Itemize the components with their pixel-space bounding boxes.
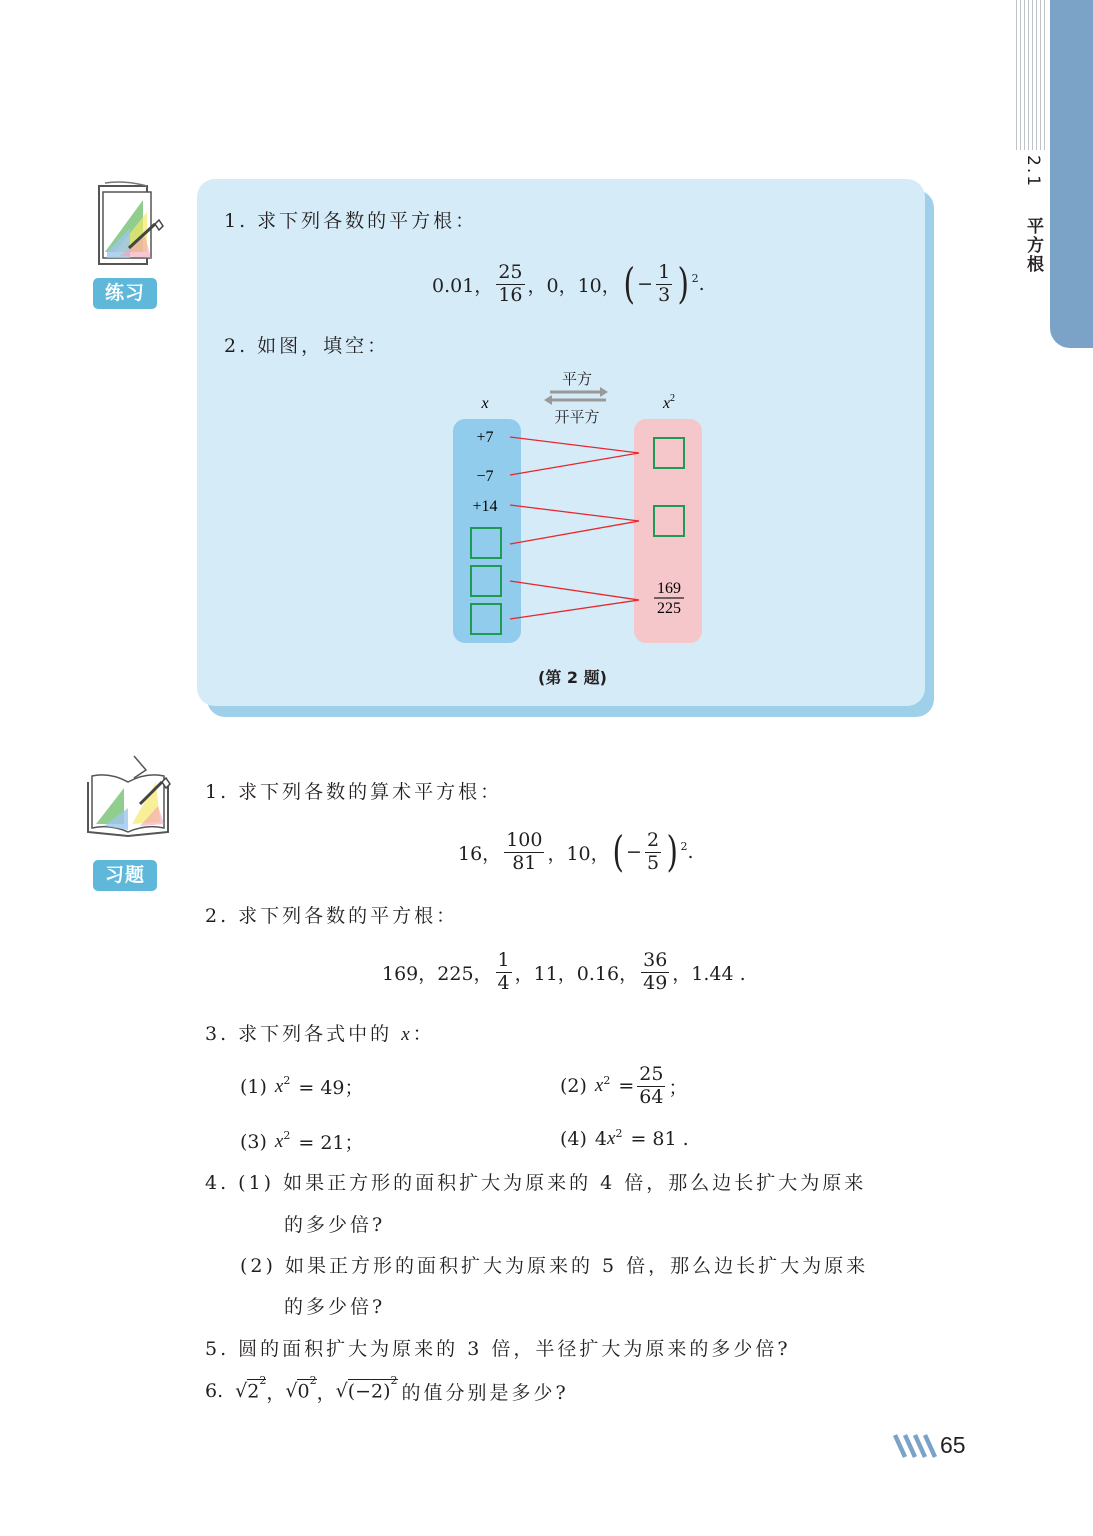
section-number: 2.1 <box>1023 155 1043 189</box>
exercise-q3-part2: (2) x 2 = $\frac{25}{64}$ ； <box>560 1062 688 1108</box>
square-root-diagram <box>440 360 720 660</box>
exercise-badge: 习题 <box>93 860 157 891</box>
practice-q1-prompt: 1. 求下列各数的平方根： <box>224 210 478 232</box>
right-fraction-denominator: 225 <box>657 600 681 617</box>
side-decoration-lines <box>1014 0 1050 150</box>
diagram-caption: (第 2 题) <box>538 668 607 687</box>
exercise-q4-line4: 的多少倍? <box>284 1296 386 1318</box>
fraction-2-5: $\frac{2}{5}$ <box>646 828 660 874</box>
fraction-100-81: $\frac{100}{81}$ <box>506 828 543 874</box>
fraction-25-16: $\frac{25}{16}$ <box>498 260 523 306</box>
exercise-q1-values: 16， $\frac{100}{81}$ ，10， ( − $\frac{2}{5}$ ) 2 . <box>458 827 694 876</box>
fraction-1-4: $\frac{1}{4}$ <box>497 948 510 994</box>
exercise-q4-line3: (2) 如果正方形的面积扩大为原来的 5 倍，那么边长扩大为原来 <box>240 1255 869 1277</box>
exponent: 2 <box>691 271 699 285</box>
page-number: 65 <box>940 1432 966 1458</box>
section-heading <box>1020 155 1046 274</box>
practice-icon <box>85 178 167 270</box>
exercise-icon <box>84 752 174 842</box>
exercise-q2-prompt: 2. 求下列各数的平方根： <box>205 905 459 927</box>
page-number-decoration <box>893 1433 939 1459</box>
right-fraction-numerator: 169 <box>657 580 681 597</box>
practice-q2-prompt: 2. 如图，填空： <box>224 335 390 357</box>
left-item-2: −7 <box>476 468 494 485</box>
fraction-1-3: $\frac{1}{3}$ <box>658 260 671 306</box>
left-column <box>453 419 521 643</box>
left-item-3: +14 <box>472 498 498 515</box>
fraction-36-49: $\frac{36}{49}$ <box>643 948 668 994</box>
exercise-q2-values: 169，225， $\frac{1}{4}$ ，11，0.16， $\frac{36}{49}$ ，1.44 . <box>382 948 746 994</box>
value-c: ，0，10， <box>527 274 621 297</box>
exercise-q1-prompt: 1. 求下列各数的算术平方根： <box>205 781 503 803</box>
arrow-label-square-root: 开平方 <box>554 408 600 426</box>
exercise-q4-line2: 的多少倍? <box>284 1214 386 1236</box>
value-a: 0.01， <box>432 274 494 297</box>
arrow-label-square: 平方 <box>561 370 593 388</box>
practice-badge: 练习 <box>93 278 157 309</box>
exercise-q3-part1: (1) x 2 = 49； <box>240 1074 364 1099</box>
practice-q1-values: 0.01， $\frac{25}{16}$ ，0，10， ( − $\frac{1}{3}$ ) 2 . <box>432 259 705 308</box>
section-title: 平方根 <box>1023 216 1043 274</box>
exercise-q3-part3: (3) x 2 = 21； <box>240 1129 364 1154</box>
left-column-header: x <box>481 395 489 412</box>
fraction-25-64: $\frac{25}{64}$ <box>639 1062 664 1108</box>
minus-sign: − <box>637 273 654 295</box>
exercise-q4-line1: 4. (1) 如果正方形的面积扩大为原来的 4 倍，那么边长扩大为原来 <box>205 1172 867 1194</box>
exercise-q3-part4: (4) 4 x 2 = 81 . <box>560 1126 689 1150</box>
right-column-header: $x^2$ <box>662 393 676 412</box>
exercise-q6: 6. √ $2^2$ ， √ $0^2$ ， √ $(-2)^2$ 的值分别是多少? <box>205 1374 569 1404</box>
exercise-q3-prompt: 3. 求下列各式中的 x： <box>205 1023 435 1045</box>
chapter-side-tab <box>1050 0 1093 348</box>
exercise-q5: 5. 圆的面积扩大为原来的 3 倍，半径扩大为原来的多少倍? <box>205 1338 791 1360</box>
left-item-1: +7 <box>476 429 494 446</box>
